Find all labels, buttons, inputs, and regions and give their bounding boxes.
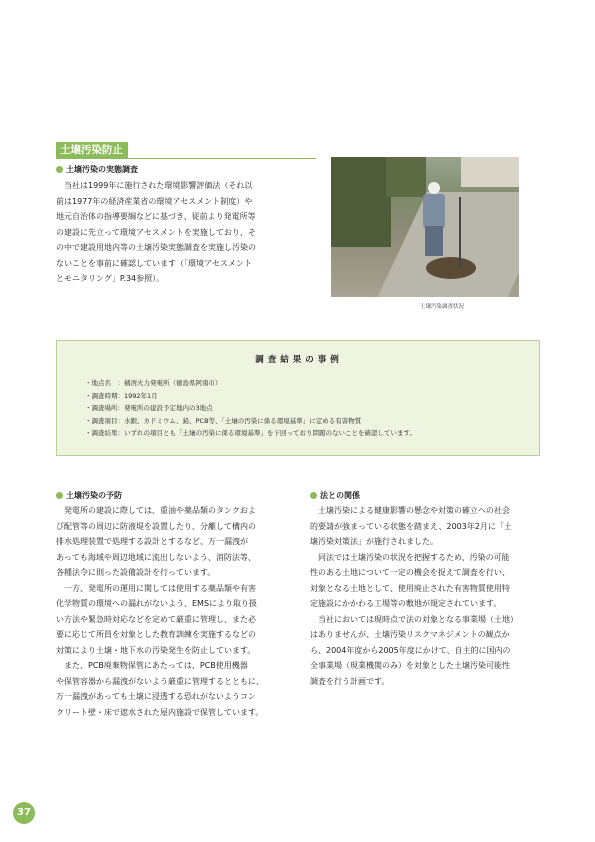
section-rule <box>128 158 316 159</box>
prevention-line: 一方、発電所の運用に関しては使用する薬品類や有害 <box>64 583 256 593</box>
survey-paragraph <box>56 178 320 287</box>
prevention-line: 排水処理装置で処理する設計とするなど、万一漏洩が <box>56 537 248 546</box>
survey-line: 地元自治体の指導要綱などに基づき、従前より発電所等 <box>56 212 256 221</box>
result-item: ・調査場所：発電所の建設予定地内の3地点 <box>85 404 213 412</box>
result-item: ・地点名 ：橘湾火力発電所（徳島県阿南市） <box>85 379 222 387</box>
law-paragraph <box>310 503 550 689</box>
survey-photo <box>331 157 519 297</box>
prevention-line: 化学物質の環境への漏れがないよう、EMSにより取り扱 <box>56 599 258 608</box>
result-title: 調査結果の事例 <box>255 355 343 365</box>
survey-line: ないことを事前に確認しています（「環境アセスメント <box>56 258 252 268</box>
prevention-line: 各種法令に則った設備設計を行っています。 <box>56 568 216 577</box>
prevention-paragraph <box>56 503 296 720</box>
law-line: はありませんが、土壌汚染リスクマネジメントの観点か <box>310 630 510 639</box>
law-line: 的要請が強まっている状態を踏まえ、2003年2月に「土 <box>310 521 512 531</box>
prevention-line: 発電所の建設に際しては、重油や薬品類のタンクおよ <box>64 506 256 515</box>
law-line: 性のある土地について一定の機会を捉えて調査を行い、 <box>310 568 510 577</box>
prevention-heading: 土壌汚染の予防 <box>56 490 122 501</box>
page-number: 37 <box>13 802 35 824</box>
survey-line: とモニタリング」P.34参照）。 <box>56 274 165 283</box>
law-line: 壌汚染対策法」が施行されました。 <box>310 537 438 546</box>
bullet-dot-icon <box>310 492 317 499</box>
prevention-line: い方法や緊急時対応などを定めて厳重に管理し、また必 <box>56 614 256 624</box>
section-title: 土壌汚染防止 <box>56 142 128 159</box>
law-line: 調査を行う計画です。 <box>310 676 390 686</box>
survey-heading: 土壌汚染の実態調査 <box>56 164 138 175</box>
law-line: 土壌汚染による健康影響の懸念や対策の確立への社会 <box>318 506 510 515</box>
photo-caption: 土壌汚染調査状況 <box>420 304 465 310</box>
law-line: 対象となる土地として、使用廃止された有害物質使用特 <box>310 583 510 593</box>
law-line: 同法では土壌汚染の状況を把握するため、汚染の可能 <box>318 552 510 562</box>
law-line: 当社においては現時点で法の対象となる事業場（土地） <box>318 614 518 624</box>
prevention-line: 万一漏洩があっても土壌に浸透する恐れがないようコン <box>56 692 256 701</box>
prevention-line: また、PCB廃棄物保管にあたっては、PCB使用機器 <box>64 661 248 670</box>
result-box <box>56 340 540 456</box>
bullet-dot-icon <box>56 166 63 173</box>
prevention-line: あっても海域や周辺地域に流出しないよう、消防法等、 <box>56 552 256 562</box>
bullet-dot-icon <box>56 492 63 499</box>
result-list <box>85 377 416 440</box>
prevention-line: や保管容器から漏洩がないよう厳重に管理するとともに、 <box>56 676 264 686</box>
survey-line: の建設に先立って環境アセスメントを実施しており、そ <box>56 227 256 237</box>
prevention-line: 要に応じて所員を対象とした教育訓練を実施するなどの <box>56 630 256 639</box>
law-line: 定施設にかかわる工場等の敷地が規定されています。 <box>310 599 502 608</box>
law-line: ら、2004年度から2005年度にかけて、自主的に国内の <box>310 645 511 655</box>
result-item: ・調査項目：水銀、カドミウム、鉛、PCB等、「土壌の汚染に係る環境基準」に定める有害物質 <box>85 416 362 425</box>
result-item: ・調査時期：1992年1月 <box>85 391 158 400</box>
prevention-line: クリート壁・床で遮水された屋内施設で保管しています。 <box>56 707 264 717</box>
result-item: ・調査結果：いずれの項目とも「土壌の汚染に係る環境基準」を下回っており問題のないことを確認しています。 <box>85 429 416 437</box>
survey-line: 前は1977年の経済産業省の環境アセスメント制度）や <box>56 196 253 206</box>
survey-line: 当社は1999年に施行された環境影響評価法（それ以 <box>64 181 253 190</box>
prevention-line: び配管等の周辺に防液堤を設置したり、分離して構内の <box>56 521 256 531</box>
law-heading: 法との関係 <box>310 490 360 501</box>
law-line: 全事業場（現業機関のみ）を対象とした土壌汚染可能性 <box>310 661 510 670</box>
prevention-line: 対策により土壌・地下水の汚染発生を防止しています。 <box>56 645 256 655</box>
survey-line: の中で建設用地内等の土壌汚染実態調査を実施し汚染の <box>56 243 256 252</box>
